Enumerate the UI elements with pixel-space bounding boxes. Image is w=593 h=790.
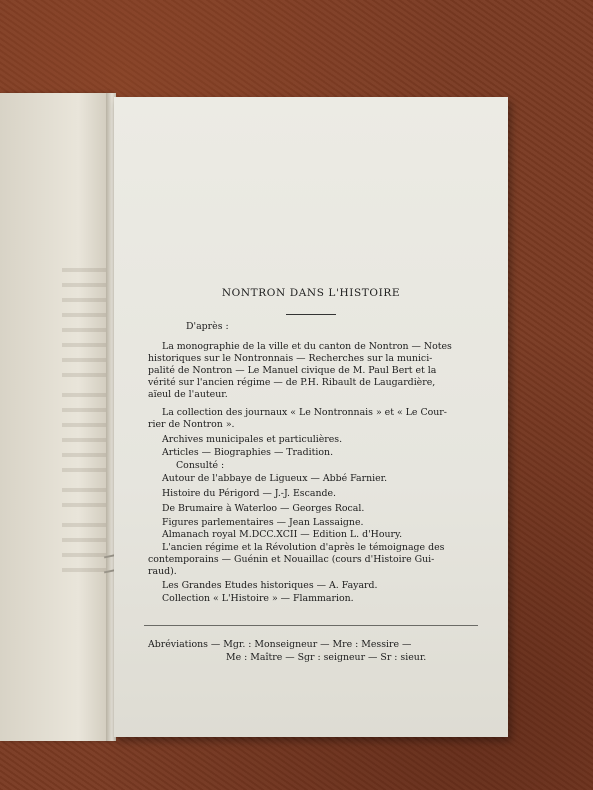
- bleed-through-line: [62, 423, 108, 427]
- source-line: palité de Nontron — Le Manuel civique de M. Paul Bert et la: [148, 365, 437, 376]
- separator-rule: [144, 625, 478, 626]
- bleed-through-line: [62, 343, 108, 347]
- bleed-through-line: [62, 538, 108, 542]
- left-page: [0, 93, 112, 741]
- bleed-through-line: [62, 453, 108, 457]
- bleed-through-line: [62, 358, 108, 362]
- bleed-through-line: [62, 328, 108, 332]
- consulted-line: L'ancien régime et la Révolution d'après le témoignage des: [162, 542, 445, 553]
- collection-line: rier de Nontron ».: [148, 419, 235, 430]
- bleed-through-line: [62, 568, 108, 572]
- bleed-through-line: [62, 468, 108, 472]
- consulted-line: raud).: [148, 566, 177, 577]
- bleed-through-line: [62, 393, 108, 397]
- bleed-through-line: [62, 488, 108, 492]
- bleed-through-line: [62, 313, 108, 317]
- consulted-line: Autour de l'abbaye de Ligueux — Abbé Farnier.: [162, 473, 388, 484]
- archives-line: Archives municipales et particulières.: [162, 434, 343, 445]
- abbreviations-line: Abréviations — Mgr. : Monseigneur — Mre : Messire —: [148, 639, 412, 650]
- title-underline: [286, 314, 336, 315]
- source-line: La monographie de la ville et du canton de Nontron — Notes: [162, 341, 452, 352]
- bleed-through-line: [62, 408, 108, 412]
- consulted-line: contemporains — Guénin et Nouaillac (cours d'Histoire Gui-: [148, 554, 435, 565]
- source-line: vérité sur l'ancien régime — de P.H. Ribault de Laugardière,: [148, 377, 436, 388]
- page-title: NONTRON DANS L'HISTOIRE: [221, 287, 401, 299]
- bleed-through-line: [62, 523, 108, 527]
- bleed-through-line: [62, 283, 108, 287]
- right-page: [114, 97, 508, 737]
- bleed-through-line: [62, 553, 108, 557]
- consulted-line: Collection « L'Histoire » — Flammarion.: [162, 593, 354, 604]
- source-line: aïeul de l'auteur.: [148, 389, 228, 400]
- source-line: historiques sur le Nontronnais — Recherches sur la munici-: [148, 353, 433, 364]
- articles-line: Articles — Biographies — Tradition.: [162, 447, 334, 458]
- consulted-line: Almanach royal M.DCC.XCII — Edition L. d'Houry.: [162, 529, 403, 540]
- bleed-through-line: [62, 298, 108, 302]
- consulted-line: Les Grandes Etudes historiques — A. Fayard.: [162, 580, 378, 591]
- consulted-line: Histoire du Périgord — J.-J. Escande.: [162, 488, 337, 499]
- consulted-line: Figures parlementaires — Jean Lassaigne.: [162, 517, 364, 528]
- consulted-line: De Brumaire à Waterloo — Georges Rocal.: [162, 503, 365, 514]
- collection-line: La collection des journaux « Le Nontronnais » et « Le Cour-: [162, 407, 447, 418]
- bleed-through-line: [62, 438, 108, 442]
- bleed-through-line: [62, 268, 108, 272]
- bleed-through-line: [62, 503, 108, 507]
- intro-label: D'après :: [186, 321, 229, 332]
- abbreviations-line: Me : Maître — Sgr : seigneur — Sr : sieur.: [226, 652, 427, 663]
- consulte-label: Consulté :: [176, 460, 225, 471]
- bleed-through-line: [62, 373, 108, 377]
